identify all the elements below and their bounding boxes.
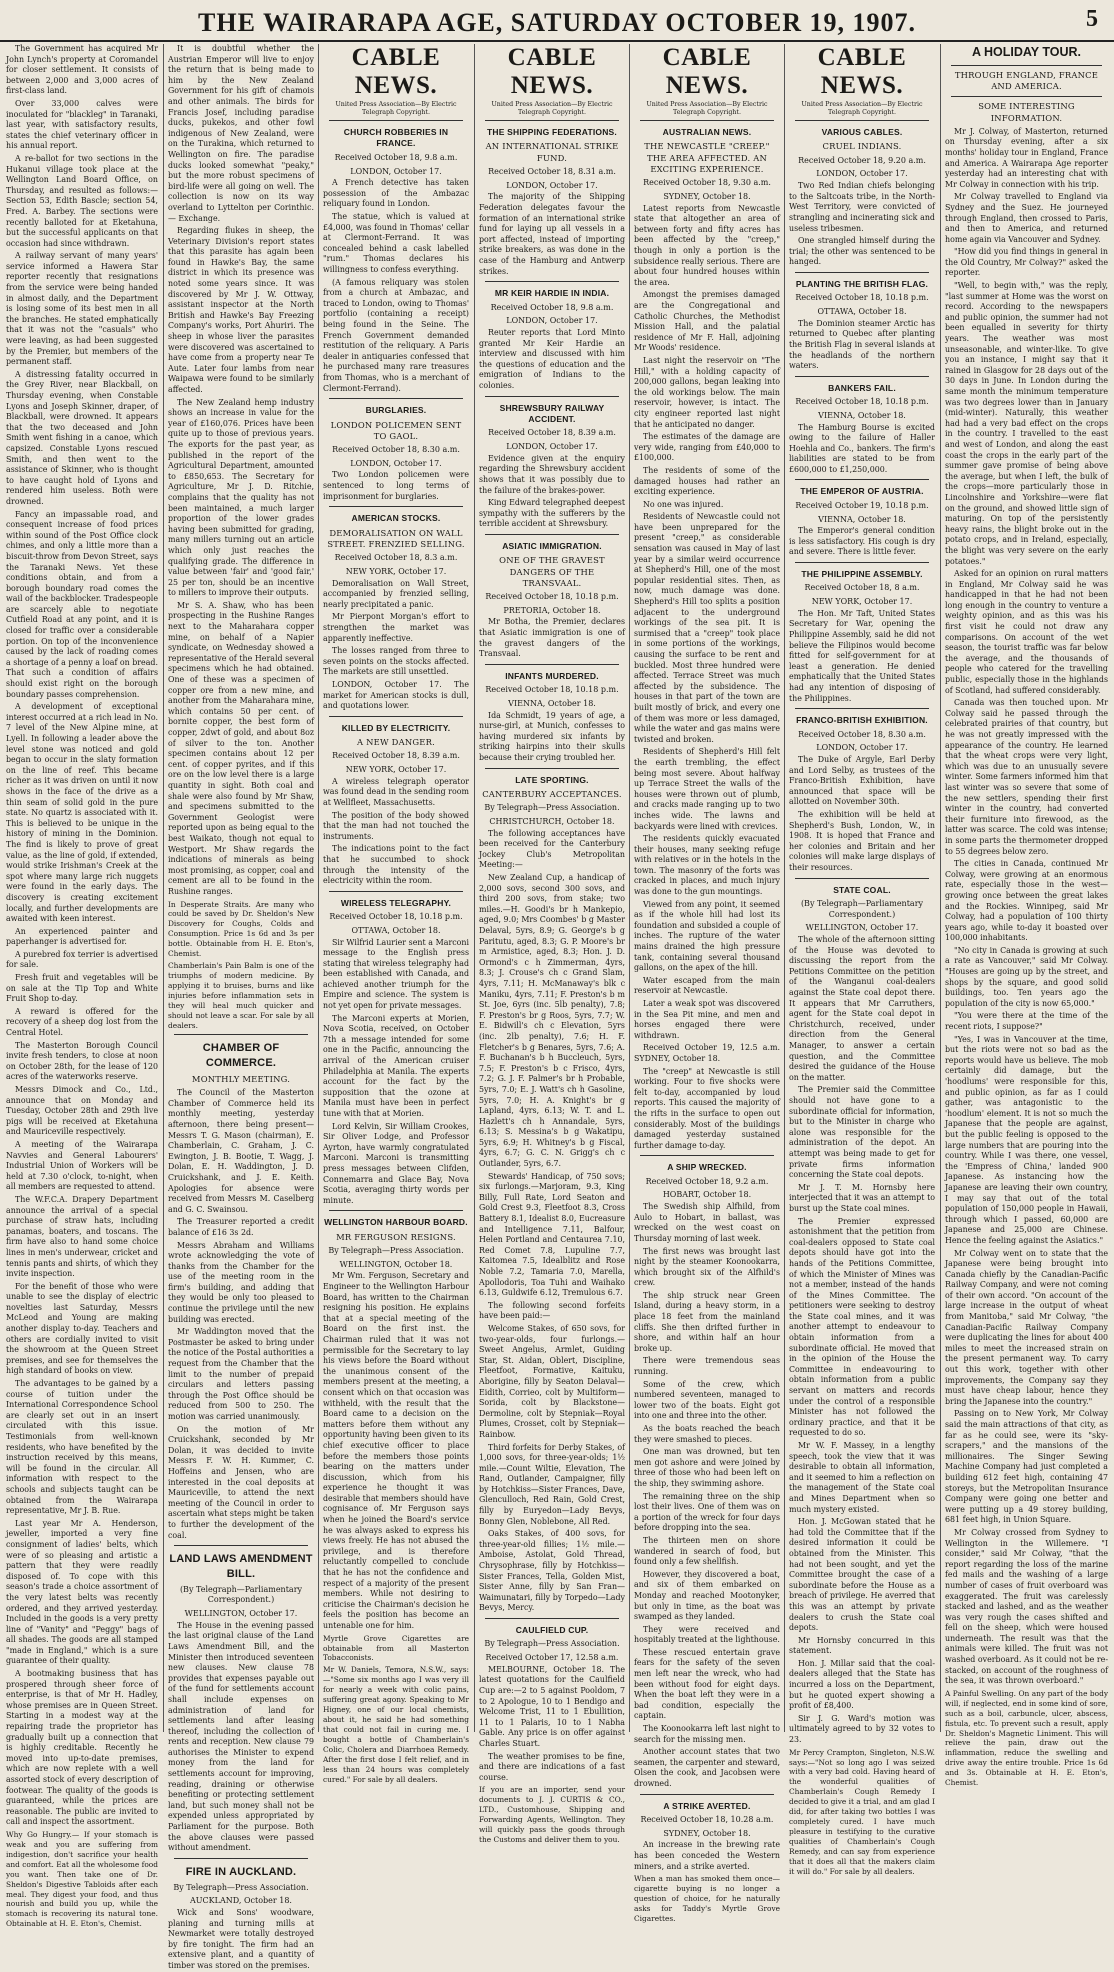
paragraph: The exhibition will be held at Shepherd's Bush, London, W., in 1908. It is hoped that France and her colonies and Britain and her colonies will make large displays of their resources. [789,810,935,872]
dateline: PRETORIA, October 18. [503,605,601,615]
press-credit: United Press Association—By Electric Telegraph Copyright. [491,101,613,116]
paragraph: The residents quickly evacuated their houses, many seeking refuge with relatives or in the hotels in the town. The masonry of the forts was cracked in places, and much injury was done to the gun mountings. [634,834,780,897]
divider [640,120,774,121]
paragraph: For the benefit of those who were unable to see the display of electric novelties last Saturday, Messrs McLeod and Young are making another display to-day. Teachers and others are cordially invited to visit the showroom at the Queen Street premises, and see for themselves the high standard of books on view. [6,1281,158,1376]
paragraph: One man was drowned, but ten men got ashore and were joined by three of those who had been left on the ship, they swimming ashore. [634,1447,780,1488]
received-line: Received October 18, 8.39 a.m. [488,428,616,438]
divider [795,120,929,121]
advertisement: A Painful Swelling. On any part of the body will, if neglected, end in some kind of sore, such as a boil, carbuncle, ulcer, abscess, fistula, etc. To prevent such a result, apply Dr. Sheldon's Magnetic Liniment. This will relieve the pain, draw out the inflammation, reduce the swelling and drive away the entire trouble. Price 1s 6d and 3s. Obtainable at H. E. Eton's, Chemist. [945,1688,1108,1788]
paragraph: The first news was brought last night by the steamer Koonookarra, which brought six of the Alfhild's crew. [634,1246,780,1288]
masthead [0,0,1114,42]
dateline: LONDON, October 17. [816,743,908,753]
divider [174,1034,308,1035]
paragraph: Last year Mr A. Henderson, jeweller, imported a very fine consignment of ladies' belts, which were of so pleasing and artistic a pattern that they were readily disposed of. To cope with this season's trade a choice assortment of the very latest belts was recently ordered, and they arrived yesterday. Included in the goods is a very pretty line of "Vanity" and "Peggy" bags of all shades. The goods are all stamped "made in England," which is a sure guarantee of their quality. [6,1518,158,1666]
dateline: NEW YORK, October 17. [811,597,913,607]
paragraph: Residents of Newcastle could not have been unprepared for the present "creep," as considerable sensation was caused in May of last year by a similar weird occurrence at Shepherd's Hill, one of the most popular residential sites. Then, as now, much damage was done. Shepherd's Hill too splits a position adjacent to the underground workings of the sea pit. It is surmised that a "creep" took place in some portions of the workings, causing the surface to be rent and buckled. Most three hundred were affected. Terrace Street was much affected by the subsidence. The houses in that part of the town are built mostly of brick, and every one of them was more or less damaged, while the water and gas mains were twisted and broken. [634,512,780,744]
dateline: LONDON, October 17. [506,442,598,451]
press-credit: United Press Association—By Electric Telegraph Copyright. [801,101,923,116]
section-subheading: CRUEL INDIANS. [822,141,902,152]
divider [485,281,619,282]
paragraph: Some of the crew, which numbered seventeen, managed to lower two of the boats. Eight got into one and three into the other. [634,1379,780,1421]
column-cable-news-3 [634,44,780,1923]
section-subheading: CANTERBURY ACCEPTANCES. [482,788,622,799]
received-line: Received October 18, 8 a.m. [804,583,920,593]
paragraph: The residents of some of the damaged houses had rather an exciting experience. [634,465,780,497]
paragraph: The Council of the Masterton Chamber of Commerce held its monthly meeting, yesterday afternoon, there being present—Messrs T. G. Mason (chairman), E. Chamberlain, C. Graham, J. C. Ewington, J. B. Bootie, T. Wagg, J. Dolan, E. H. Waddington, J. D. Cruickshank, and J. E. Keith. Apologies for absence were received from Messrs M. Caselberg and G. C. Swainsou. [168,1088,314,1214]
paragraph: The following second forfeits have been paid:— [479,1300,625,1321]
paragraph: The New Zealand hemp industry shows an increase in value for the year of £160,076. Prices have been quite up to those of previous years. The exports for the past year, as published in the report of the Agricultural Department, amounted to £850,653. The Secretary for Agriculture, Mr J. D. Ritchie, complains that the quality has not been maintained, a much larger proportion of the lower grades having been submitted for grading, many millers turning out an article which only just reaches the qualifying grade. The difference in value between 'fair' and 'good fair,' 25 per ton, should be an incentive to millers to improve their outputs. [168,397,314,598]
section-subheading: THE NEWCASTLE "CREEP." THE AREA AFFECTED. AN EXCITING EXPERIENCE. [644,141,770,174]
section-subheading: MR FERGUSON RESIGNS. [336,1231,456,1242]
paragraph: The advantages to be gained by a course of tuition under the International Correspondence School are clearly set out in an insert circulated with this issue. Testimonials from well-known residents, who have benefited by the instruction received by this means, will be found in the circular. All information with respect to the schools and subjects taught can be obtained from the Wairarapa representative, Mr J. B. Rue. [6,1379,158,1516]
section-heading: STATE COAL. [833,884,891,895]
paragraph: It is doubtful whether the Austrian Emperor will live to enjoy the return that is being made to him by the New Zealand Government for his gift of chamois and other animals. The birds for Francis Josef, including paradise ducks, pukekos, and other fowl indigenous of New Zealand, were on the Turakina, which returned to Wellington on fire. The paradise ducks looked somewhat "peaky," but the more robust specimens of bird-life were all going on well. The collection is now on its way overland to Lyttelton per Corinthic.— Exchange. [168,44,314,223]
divider [485,1618,619,1619]
paragraph: Mr Hornsby concurred in this statement. [789,1635,935,1656]
paragraph: The following acceptances have been received for the Canterbury Jockey Club's Metropolitan Meeting:— [479,828,625,870]
paragraph: A re-ballot for two sections in the Hukanui village took place at the Wellington Land Board Office, on Thursday, and resulted as follows:— Section 53, Edith Bascle; section 54, Fred. A. Barbey. The sections were recently balloted for at Eketahuna, but the successful applicants on that occasion had since withdrawn. [6,153,158,248]
section-heading: AMERICAN STOCKS. [351,513,441,524]
paragraph: Lord Kelvin, Sir William Crookes, Sir Oliver Lodge, and Professor Ayrton, have warmly congratulated Marconi. Marconi is transmitting press messages between Clifden, Connemarra and Glace Bay, Nova Scotia, averaging thirty words per minute. [323,1121,469,1205]
section-heading: FRANCO-BRITISH EXHIBITION. [796,715,928,726]
dateline: NEW YORK, October 17. [345,765,447,775]
paragraph: Demoralisation on Wall Street, accompanied by frenzied selling, nearly precipitated a panic. [323,578,469,609]
section-heading: A SHIP WRECKED. [667,1162,747,1173]
section-heading: BURGLARIES. [365,405,427,416]
paragraph: The indications point to the fact that he succumbed to shock through the intensity of the electricity within the room. [323,844,469,886]
paragraph: The Dominion steamer Arctic has returned to Quebec after planting the British Flag in several islands at the headlands of the northern waters. [789,318,935,371]
section-heading: CAULFIELD CUP. [515,1625,589,1635]
paragraph: Reuter reports that Lord Minto granted Mr Keir Hardie an interview and discussed with him the questions of education and the emigration of Indians to the colonies. [479,327,625,390]
column-rule [163,44,164,1732]
paragraph: The whole of the afternoon sitting of the House was devoted to discussing the report from the Petitions Committee on the petition of the Wanganui coal-dealers against the State coal depot there. It appears that Mr Carruthers, agent for the State coal depot in Christchurch, received, under direction from the General Manager, to answer a certain question, and the Committee desired the guidance of the House on the matter. [789,935,935,1082]
advertisement: In Desperate Straits. Are many who could be saved by Dr. Sheldon's New Discovery for Coughs, Colds and Consumption. Price 1s 6d and 3s per bottle. Obtainable from H. E. Eton's, Chemist. [168,899,314,959]
paragraph: Water escaped from the main reservoir at Newcastle. [634,975,780,996]
divider [640,1155,774,1156]
section-heading: BANKERS FAIL. [828,382,896,393]
column-rule [940,44,941,1732]
received-line: Received October 19, 10.18 p.m. [795,500,929,510]
column-rule [318,44,319,1732]
paragraph: Passing on to New York, Mr Colway said the main attractions of that city, as far as he could see, were its "sky-scrapers," and the mansions of the millionaires. The Singer Sewing Machine Company had just completed a building 612 feet high, containing 47 storeys, but the Metropolitan Insurance Company were going one better and were putting up a 49 storey building, 681 feet high, in Union Square. [945,1409,1108,1525]
section-heading: MR KEIR HARDIE IN INDIA. [494,288,610,299]
press-credit: United Press Association—By Electric Telegraph Copyright. [646,101,768,116]
press-credit: United Press Association—By Electric Telegraph Copyright. [335,101,457,116]
byline: By Telegraph—Press Association. [173,1882,309,1892]
paragraph: "You were there at the time of the recent riots, I suppose?" [945,1011,1108,1032]
paragraph: The Marconi experts at Morien, Nova Scotia, received, on October 7th a message intended for some one in the Pacific, announcing the arrival of the American cruiser Philadelphia at Manila. The experts account for the fact by the supposition that the ozone at Manila must have been in perfect tune with that at Morien. [323,1013,469,1118]
paragraph: Amongst the premises damaged are the Congregational and Catholic Churches, the Methodist Mission Hall, and the palatial residence of Mr F. Hall, adjoining Mr Woods' residence. [634,290,780,353]
paragraph: The position of the body showed that the man had not touched the instruments. [323,810,469,841]
paragraph: Sir Wilfrid Laurier sent a Marconi message to the English press stating that wireless telegraphy had been established with Canada, and achieved another triumph for the Empire and science. The system is not yet open for private messages. [323,937,469,1011]
paragraph: Messrs Abraham and Williams wrote acknowledging the vote of thanks from the Chamber for the use of the meeting room in the firm's building, and adding that they would be only too pleased to continue the privilege until the new building was erected. [168,1240,314,1324]
paragraph: One strangled himself during the trial; the other was sentenced to be hanged. [789,236,935,267]
paragraph: The Hon. Mr Taft, United States Secretary for War, opening the Philippine Assembly, said he did not believe the Filipinos would become fitted for self-government for at least a generation. He denied emphatically that the United States had any intention of disposing of the Philippines. [789,608,935,703]
received-line: Received October 18, 9.20 a.m. [798,155,926,165]
received-line: By Telegraph—Press Association. [484,803,620,813]
column-rule [784,44,785,1732]
paragraph: Sir J. G. Ward's motion was ultimately agreed to by 32 votes to 23. [789,1713,935,1745]
section-subheading: DEMORALISATION ON WALL STREET. FRENZIED SELLING. [327,527,465,549]
received-line: Received October 18, 10.18 p.m. [485,592,619,601]
paragraph: MELBOURNE, October 18. The latest quotations for the Caulfield Cup are:—2 to 5 against Pooldom, 7 to 2 Apologue, 10 to 1 Bendigo and Welcome Trist, 11 to 1 Ebullition, 11 to 1 Palaris, 10 to 1 Nabha Gable. Any price is on offer against Charles Stuart. [479,1664,625,1748]
paragraph: A bootmaking business that has prospered through sheer force of enterprise, is that of Mr H. Hadley, whose premises are in Queen Street. Starting in a modest way at the repairing trade the proprietor has gradually built up a connection that is highly creditable. Recently he moved into up-to-date premises, which are now replete with a well assorted stock of every description of footwear. The quality of the goods is guaranteed, while the prices are reasonable. The public are invited to call and inspect the assortment. [6,1669,158,1827]
paragraph: The W.F.C.A. Drapery Department announce the arrival of a special purchase of straw hats, including panamas, boaters, and toscans. The firm have also to hand some choice lines in men's underwear, cricket and tennis pants and shirts, of which they invite inspection. [6,1194,158,1279]
paragraph: Oaks Stakes, of 400 sovs, for three-year-old fillies; 1½ mile.—Amboise, Astolat, Gold Thread, Chrysophrase, filly by Hotchkiss—Sister Frances, Tella, Golden Mist, Sister Anne, filly by San Fran—Waimunatari, filly by Torpedo—Lady Bevys, Mercy. [479,1529,625,1613]
advertisement: Mr Percy Crampton, Singleton, N.S.W. says:—"Not so long ago I was seized with a very bad cold. Having heard of the wonderful qualities of Chamberlain's Cough Remedy I decided to give it a trial, and am glad I did, for after taking two bottles I was completely cured. I have much pleasure in testifying to the curative qualities of Chamberlain's Cough Remedy, and can say from experience that it does all that the makers claim it will do." For sale by all dealers. [789,1747,935,1876]
received-line: Received October 18, 8.30 a.m. [798,729,926,739]
paragraph: The Koonookarra left last night to search for the missing men. [634,1724,780,1744]
section-subheading: ONE OF THE GRAVEST DANGERS OF THE TRANSVAAL. [499,555,605,588]
section-subheading: MONTHLY MEETING. [191,1073,291,1084]
section-heading: KILLED BY ELECTRICITY. [341,722,451,733]
paragraph: King Edward telegraphed deepest sympathy with the sufferers by the terrible accident at Shrewsbury. [479,498,625,529]
dateline: SYDNEY, October 18. [663,191,751,201]
cable-news-header: CABLE NEWS. [351,44,441,99]
dateline: OTTAWA, October 18. [351,925,441,935]
divider [174,1858,308,1859]
paragraph: (A famous reliquary was stolen from a church at Ambazac, and traced to London, owing to Thomas' portfolio (containing a receipt) being found in the Seine. The French Government demanded restitution of the reliquary. A Paris dealer in antiquaries confessed that he purchased many rare treasures from Thomas, who is a merchant of Clermont-Ferrand). [323,277,469,393]
received-line: Received October 18, 8.39 a.m. [332,751,460,761]
paragraph: Residents of Shepherd's Hill felt the earth trembling, the effect being most severe. About halfway up Terrace Street the walls of the houses were thrown out of plumb, and cracks made ranging up to two inches wide. The lawns and backyards were lined with crevices. [634,747,780,831]
dateline: CHRISTCHURCH, October 18. [489,816,615,826]
feature-subtitle: SOME INTERESTING INFORMATION. [978,101,1075,123]
paragraph: These rescued entertain grave fears for the safety of the seven men left near the wreck, who had been without food for eight days. When the boat left they were in a bad condition, especially the captain. [634,1647,780,1721]
received-line: Received October 18, 8.31 a.m. [488,166,616,176]
advertisement: Chamberlain's Pain Balm is one of the triumphs of modern medicine. By applying it to bruises, burns and like injuries before inflammation sets in they will heal much quicker and should not leave a scar. For sale by all dealers. [168,961,314,1030]
divider [174,1545,308,1546]
divider [640,1794,774,1795]
divider [951,96,1102,97]
divider [329,891,463,892]
paragraph: The Emperor's general condition is less satisfactory. His cough is dry and severe. There is little fever. [789,526,935,557]
column-holiday-tour [945,44,1108,1788]
paragraph: The House in the evening passed the last original clause of the Land Laws Amendment Bill, and the Minister then introduced seventeen new clauses. New clause 78 provides that expenses payable out of the fund for settlements account shall include expenses on administration of land for settlements land after leasing thereof, including the collection of rents and reception. New clause 79 authorises the Minister to expend money from the land for settlements account for improving, reading, draining or otherwise benefiting or protecting settlement land, but such money shall not be expended unless appropriated by Parliament for the purpose. Both the above clauses were passed without amendment. [168,1620,314,1853]
paragraph: Mr J. T. M. Hornsby here interjected that it was an attempt to burst up the State coal mines. [789,1182,935,1213]
divider [951,65,1102,66]
paragraph: The ship struck near Green Island, during a heavy storm, in a place 18 feet from the mainland cliffs. She then drifted further in shore, and within half an hour broke up. [634,1290,780,1353]
paragraph: Hon. J. Millar said that the coal-dealers alleged that the State has incurred a loss on the Department, but he quoted expert showing a profit of £8,400. [789,1658,935,1711]
received-line: Received October 18, 9.2 a.m. [645,1176,769,1186]
paragraph: Wick and Sons' woodware, planing and turning mills at Newmarket were totally destroyed by fire tonight. The firm had an extensive plant, and a quantity of timber was stored on the premises. [168,1908,314,1970]
divider [485,664,619,665]
received-line: Received October 18, 9.8 a.m. [490,302,614,312]
dateline: LONDON, October 17. [350,166,442,176]
advertisement: Myrtle Grove Cigarettes are obtainable from all Masterton Tobacconists. [323,1633,469,1663]
feature-subtitle: THROUGH ENGLAND, FRANCE AND AMERICA. [954,69,1099,91]
dateline: LONDON, October 17. [506,316,598,326]
paragraph: Mr W. F. Massey, in a lengthy speech, took the view that it was desirable to obtain all information, and it seemed to him a reflection on the management of the State coal and Mines Department when so much mystery existed. [789,1441,935,1514]
paragraph: The Swedish ship Alfhild, from Aulo to Hobart, in ballast, was wrecked on the west coast on Thursday morning of last week. [634,1202,780,1243]
received-line: Received October 18, 10.18 p.m. [795,397,929,407]
paragraph: A development of exceptional interest occurred at a rich lead in No. 7 level of the New Alpine mine, at Lyell. In following a leader above the level stone was noticed and gold began to occur in the slaty formation on the line of reef. This became richer as it was driven on until it now shows in the face of the drive as a thin seam of solid gold in the pure state. No quartz is associated with it. This is believed to be unique in the history of mining in the Dominion. The find is likely to prove of great value, as the line of gold, if extended, would strike Irishman's Creek at the spot where many large rich nuggets were found in the early days. The discovery is creating excitement locally, and further developments are awaited with keen interest. [6,702,158,924]
cable-news-header: CABLE NEWS. [507,44,597,99]
divider [485,534,619,535]
paragraph: Fancy an impassable road, and consequent increase of food prices within sound of the Post Office clock chimes, and only a little more than a biscuit-throw from Devon Street, says the Taranaki News. Yet these conditions obtain, and from a borough boundary road comes the wail of the backblocker. Tradespeople are scarcely able to negotiate Cutfield Road at any point, and it is closed for traffic over a considerable portion. On top of the inconvenience caused by the lack of roading comes a shortage of a penny a loaf on bread. That such a condition of affairs should exist right on the borough boundary passes comprehension. [6,509,158,699]
paragraph: A purebred fox terrier is advertised for sale. [6,949,158,970]
paragraph: "Well, to begin with," was the reply, "last summer at Home was the worst on record. According to the newspapers and public opinion, the summer had not been equalled in severity for thirty years. The weather was most unseasonable, and winter-like. To give you an instance, I might say that it rained in Glasgow for 28 days out of the 30 days in June. In London during the same month the minimum temperature was two degrees lower than in January (mid-winter). Naturally, this weather had had a very bad effect on the crops in the country. I travelled to the east and west of London, and along the east coast the crops in the early part of the summer gave promise of being above the average, but when I left, the bulk of the crops—more particularly those in Lincolnshire and Yorkshire—were flat on the ground, and showed little sign of maturing. On top of the persistently heavy rains, the blight broke out in the potato crops, and in Ireland, especially, the blight was very severe on the early potatoes." [945,281,1108,566]
column-cable-news-4 [789,44,935,1876]
paragraph: The weather promises to be fine, and there are indications of a fast course. [479,1751,625,1782]
paragraph: Mr Colway crossed from Sydney to Wellington in the Willemere. "I consider," said Mr Colway, "that the report regarding the loss of the marine fed mails and the washing of a large number of cases of fruit overboard was exaggerated. The fruit was carelessly stacked and lashed, and as the weather was very rough the cases shifted and fell on the sheep, which were housed underneath. The result was that the animals were killed. The fruit was not washed overboard. As it could not be re-stacked, on account of the roughness of the sea, it was thrown overboard." [945,1527,1108,1686]
section-heading: INFANTS MURDERED. [505,670,599,681]
dateline: WELLINGTON, October 17. [805,923,919,933]
dateline: Received October 17, 12.58 a.m. [485,1653,619,1663]
divider [485,396,619,397]
divider [329,120,463,121]
paragraph: The Duke of Argyle, Earl Derby and Lord Selby, as trustees of the Franco-British Exhibition, have announced that space will be allotted on November 30th. [789,755,935,807]
section-subheading: LONDON POLICEMEN SENT TO GAOL. [330,419,462,441]
dateline: VIENNA, October 18. [818,514,906,524]
paragraph: The Government has acquired Mr John Lynch's property at Coromandel for closer settlement. It consists of between 2,000 and 3,000 acres of first-class land. [6,44,158,96]
paragraph: As the boats reached the beach they were smashed to pieces. [634,1424,780,1444]
paragraph: Another account states that two seamen, the carpenter and steward, Olsen the cook, and Jacobsen were drowned. [634,1747,780,1788]
paragraph: A meeting of the Wairarapa Navvies and General Labourers' Industrial Union of Workers will be held at 7.30 o'clock, to-night, when all members are requested to attend. [6,1139,158,1192]
divider [485,120,619,121]
advertisement: Why Go Hungry.— If your stomach is weak and you are suffering from indigestion, don't sacrifice your health and comfort. Eat all the wholesome food you want. Then take one of Dr. Sheldon's Digestive Tabloids after each meal. They digest your food, and thus nourish and build you up, while the stomach is recovering its natural tone. Obtainable at H. E. Eton's, Chemist. [6,1829,158,1929]
dateline: LONDON, October 17. [816,169,908,179]
divider [485,768,619,769]
section-heading: THE PHILIPPINE ASSEMBLY. [801,569,923,580]
received-line: Received October 18, 10.18 p.m. [795,293,929,303]
paragraph: Last night the reservoir on "The Hill," with a holding capacity of 200,000 gallons, began leaking into the old workings below. The main reservoir, however, is intact. The city engineer reported last night that he anticipated no danger. [634,355,780,429]
paragraph: Two London policemen were sentenced to long terms of imprisonment for burglaries. [323,470,469,501]
paragraph: A French detective has taken possession of the Ambazac reliquary found in London. [323,178,469,209]
paragraph: They were received and hospitably treated at the lighthouse. [634,1624,780,1645]
received-line: Received October 18, 8.30 a.m. [332,445,460,455]
paragraph: Two Red Indian chiefs belonging to the Saltcoats tribe, in the North-West Territory, were convicted of strangling and incinerating sick and useless tribesmen. [789,181,935,233]
paragraph: Mr Waddington moved that the Postmaster be asked to bring under the notice of the Postal authorities a request from the Chamber that the limit to the number of prepaid circulars and letters passing through the Post Office should be reduced from 500 to 250. The motion was carried unanimously. [168,1327,314,1422]
received-line: Received October 18, 9.30 a.m. [643,178,771,188]
cable-news-header: CABLE NEWS. [662,44,752,99]
paragraph: Later a weak spot was discovered in the Sea Pit mine, and men and horses engaged there were withdrawn. [634,999,780,1040]
dateline: WELLINGTON, October 18. [339,1259,453,1269]
section-heading: FIRE IN AUCKLAND. [185,1865,297,1878]
paragraph: "No city in Canada is growing at such a rate as Vancouver," said Mr Colway. "Houses are going up by the street, and shops by the square, and good solid buildings, too. Ten years ago the population of the city is now 65,000." [945,945,1108,1008]
section-heading: THE SHIPPING FEDERATIONS. [487,127,617,138]
received-line: By Telegraph—Press Association. [484,1639,620,1649]
paragraph: On the motion of Mr Cruickshank, seconded by Mr Dolan, it was decided to invite Messrs F. W. H. Kummer, C. Hoffeins and Jensen, who are interested in the coal deposits at Mauriceville, to attend the next meeting of the Council in order to ascertain what steps might be taken to further the development of the coal. [168,1424,314,1540]
divider [795,562,929,563]
dateline: NEW YORK, October 17. [345,566,447,576]
paragraph: Canada was then touched upon. Mr Colway said he passed through the celebrated prairies of that country, but he was not greatly impressed with the appearance of the country. He learned that the wheat crops were very light, which was due to an unusually severe winter. Some farmers informed him that last winter was so severe that some of the new settlers, spending their first winter in the country, had converted their furniture into firewood, as the latter was scarce. The cold was intense; in some parts the thermometer dropped to 55 degrees below zero. [945,698,1108,856]
paragraph: The thirteen men on shore wandered in search of food, but found only a few shellfish. [634,1535,780,1567]
paragraph: The Masterton Borough Council invite fresh tenders, to close at noon on October 28th, for the lease of 120 acres of the waterworks reserve. [6,1040,158,1082]
divider [795,479,929,480]
section-heading: WIRELESS TELEGRAPHY. [340,897,452,908]
divider [329,1210,463,1211]
paragraph: Messrs Dimock and Co., Ltd., announce that on Monday and Tuesday, October 28th and 29th live pigs will be received at Eketahuna and Mauriceville respectively. [6,1085,158,1137]
dateline: AUCKLAND, October 18. [190,1896,292,1906]
divider [795,272,929,273]
paragraph: An experienced painter and paperhanger is advertised for. [6,926,158,947]
dateline: SYDNEY, October 18. [663,1828,751,1838]
received-line: Received October 18, 10.28 a.m. [640,1814,774,1824]
paragraph: There were tremendous seas running. [634,1356,780,1377]
paragraph: Viewed from any point, it seemed as if the whole hill had lost its foundation and subsided a couple of inches. The rupture of the water mains drained the high pressure tank, containing several thousand gallons, on the apex of the hill. [634,899,780,973]
divider [329,506,463,507]
section-heading: WELLINGTON HARBOUR BOARD. [324,1217,468,1228]
section-heading: PLANTING THE BRITISH FLAG. [795,278,929,289]
paragraph: The cities in Canada, continued Mr Colway, were growing at an enormous rate, especially those in the west—growing once between the great lakes and the Rockies. Winnipeg, said Mr Colway, had a population of 100 thirty years ago, while to-day it boasted over 100,000 inhabitants. [945,859,1108,943]
page-number: 5 [1086,6,1098,32]
paragraph: The majority of the Shipping Federation delegates favour the formation of an international strike fund for laying up all vessels in a port affected, instead of importing strike breakers, as was done in the case of the Hamburg and Antwerp strikes. [479,192,625,276]
advertisement: When a man has smoked them once—cigarette buying is no longer a question of choice, for he naturally asks for Taddy's Myrtle Grove Cigarettes. [634,1874,780,1923]
paragraph: Mr Wm. Ferguson, Secretary and Engineer to the Wellington Harbour Board, has written to the Chairman resigning his position. He explains that at a special meeting of the Board on the first inst. the Chairman ruled that it was not permissible for the Secretary to lay his views before the Board without the unanimous consent of the members present at the meeting, a consent which on that occasion was withheld, with the result that the Board came to a decision on the matters before them without any opportunity having been given to its chief executive officer to place before the members those points bearing on the matters under discussion, which from his experience he thought it was desirable that members should have cognisance of. Mr Ferguson says when he joined the Board's service he was always asked to express his views freely. He has not abused the privilege, and is therefore reluctantly compelled to conclude that he has not the confidence and respect of a majority of the present members. While not desiring to criticise the Chairman's decision he feels the position has become an untenable one for him. [323,1271,469,1630]
received-line: Received October 18, 10.18 p.m. [329,912,463,922]
divider [329,716,463,717]
paragraph: Mr Botha, the Premier, declares that Asiatic immigration is one of the gravest dangers of the Transvaal. [479,617,625,659]
column-rule [474,44,475,1732]
masthead-title: THE WAIRARAPA AGE, SATURDAY OCTOBER 19, 1907. [198,8,916,37]
received-line: Received October 18, 10.18 p.m. [485,685,619,695]
dateline: VIENNA, October 18. [508,698,596,708]
paragraph: Latest reports from Newcastle state that altogether an area of between forty and fifty acres has been affected by the "creep," though in only a portion is the subsidence really serious. There are about four hundred houses within the area. [634,203,780,287]
section-subheading: A NEW DANGER. [357,737,435,748]
received-line: (By Telegraph—Parliamentary Correspondent.) [800,898,924,919]
paragraph: A reward is offered for the recovery of a sheep dog lost from the Central Hotel. [6,1006,158,1038]
column-local-news [6,44,158,1929]
paragraph: The estimates of the damage are very wide, ranging from £40,000 to £100,000. [634,432,780,463]
received-line: Received October 18, 9.8 a.m. [334,152,458,162]
dateline: LONDON, October 17. [350,458,442,468]
paragraph: The statue, which is valued at £4,000, was found in Thomas' cellar at Clermont-Ferrand. It was concealed behind a cask labelled "rum." Thomas declares his willingness to confess everything. [323,212,469,275]
advertisement: If you are an importer, send your documents to J. J. CURTIS & CO., LTD., Customhouse, Shipping and Forwarding Agents, Wellington. They will quickly pass the goods through the Customs and deliver them to you. [479,1785,625,1844]
section-heading: ASIATIC IMMIGRATION. [502,540,602,551]
paragraph: Stewards' Handicap, of 750 sovs; six furlongs.—Marjoram, 9.3, King Billy, Full Rate, Lord Seaton and Gold Crest 9.3, Fleetfoot 8.3, Cross Battery 8.1, Idealist 8.0, Eucreasure and Intelligence 7.11, Balfour, Helen Portland and Centaurea 7.10, Red Comet 7.8, Lupuline 7.7, Kaitomea 7.5, Idealblitz and Rose Noble 7.2, Tamaria 7.0, Marella, Apollodoris, Toa Tuhi and Waihako 6.13, Guldwife 6.12, Tremulous 6.7. [479,1171,625,1298]
divider [795,376,929,377]
column-cable-news-2 [479,44,625,1844]
section-heading: LATE SPORTING. [515,774,589,785]
section-heading: AUSTRALIAN NEWS. [662,127,752,138]
received-line: Received October 18, 8.3 a.m. [334,553,458,563]
advertisement: Mr W. Daniels, Temora, N.S.W., says:—"Some six months ago I was very ill for nearly a week with colic pains, suffering great agony. Speaking to Mr Higney, one of our local chemists, about it, he said he had something that could not fail in curing me. I bought a bottle of Chamberlain's Colic, Cholera and Diarrhoea Remedy. After the first dose I felt relief, and in less than 24 hours was completely cured." For sale by all dealers. [323,1665,469,1784]
paragraph: Ida Schmidt, 19 years of age, a nurse-girl, at Munich, confesses to having murdered six infants by striking hairpins into their skulls because their crying troubled her. [479,710,625,762]
paragraph: However, they discovered a boat, and six of them embarked on Monday and reached Mootonyker, but only in time, as the boat was swamped as they landed. [634,1569,780,1622]
paragraph: A wireless telegraph operator was found dead in the sending room at Wellfleet, Massachusetts. [323,776,469,807]
dateline: WELLINGTON, October 17. [184,1609,298,1619]
section-subheading: AN INTERNATIONAL STRIKE FUND. [485,141,619,163]
divider [795,878,929,879]
divider [329,398,463,399]
paragraph: Asked for an opinion on rural matters in England, Mr Colway said he was handicapped in that he had not been long enough in the country to venture a weighty opinion, and as this was his first visit he could not draw any comparisons. On account of the wet season, the tourist traffic was far below the average, and the thousands of people who catered for the travelling public, especially those in the highlands of Scotland, had suffered considerably. [945,569,1108,695]
paragraph: New Zealand Cup, a handicap of 2,000 sovs, second 300 sovs, and third 200 sovs, from stake; two miles.—H. Goodi's br h Mankepio, aged, 9.0; Mrs Coombes' b g Master Delaval, 5yrs, 8.9; G. George's b g Paritutu, aged, 8.3; G. P. Moore's br m Armistice, aged, 8.3; Hon. J. D. Ormond's c h Zimmerman, 4yrs, 8.3; J. Crouse's ch c Grand Slam, 4yrs, 7.11; H. McManaway's blk c Maniku, 4yrs, 7.11; F. Preston's b m St. Joe, 6yrs (inc. 5lb penalty), 7.8; F. Preston's br g Roos, 5yrs, 7.7; W. E. Bidwill's ch c Elevation, 5yrs (inc. 2lb penalty), 7.6; H. F. Fletcher's b g Benares, 5yrs, 7.6; A. F. Buchanan's b h Buccleuch, 5yrs, 7.5; F. Preston's b c Frisco, 4yrs, 7.2; G. J. F. Palmer's br h Probable, 5yrs, 7.0; E. J. Watt's ch h Gasoline, 5yrs, 7.0; H. A. Knight's br g Lapland, 4yrs, 6.13; W. T. and L. Hazlett's ch h Annandale, 5yrs, 6.13; S. Messina's b g Wakatipu, 5yrs, 6.9; H. Whitney's b g Fiscal, 4yrs, 6.7; G. C. N. Grigg's ch c Outlander, 5yrs, 6.7. [479,873,625,1169]
section-heading: CHURCH ROBBERIES IN FRANCE. [343,127,449,149]
paragraph: Third forfeits for Derby Stakes, of 1,000 sovs, for three-year-olds; 1½ mile.—Count Wiltie, Elevation, The Rand, Outlander, Campaigner, filly by Hotchkiss—Sister Frances, Dave, Glenculloch, Red Rain, Gold Crest, filly by Euryedon—Lady Bevys, Bonny Glen, Noblebone, All Red. [479,1442,625,1526]
paragraph: Welcome Stakes, of 650 sovs, for two-year-olds, four furlongs.—Sweet Angelus, Armlet, Guiding Star, St. Aidan, Oblert, Discipline, Fleetfoot, Formative, Kaituku, Aborigine, filly by Seaton Delaval—Eidith, Corrieo, colt by Multiform—Sorida, colt by Blackstone—Dermoline, colt by Stepniak—Royal Plumes, Crosset, colt by Stepniak—Rainbow. [479,1323,625,1439]
received-line: By Telegraph—Press Association. [328,1245,464,1255]
dateline: OTTAWA, October 18. [817,307,907,316]
paragraph: Mr Colway went on to state that the Japanese were being brought into Canada chiefly by the Canadian-Pacific Railway Company, and were not coming of their own accord. "On account of the large increase in the output of wheat from Manitoba," said Mr Colway, "the Canadian-Pacific Railway Company were duplicating the lines for about 400 miles to meet the increased strain on the present permanent way. To carry out this work, together with other improvements, the Company say they must have cheap labour, hence they bring the Japanese into the country." [945,1248,1108,1406]
dateline: LONDON, October 17. [506,180,598,190]
paragraph: Mr S. A. Shaw, who has been prospecting in the Rushine Ranges next to the Maharahara copper mine, on behalf of a Napier syndicate, on Wednesday showed a representative of the Herald several specimens which he had obtained. One of these was a specimen of copper ore from a new mine, and another from the Maharahara mine, which contains 50 per cent. of bornite copper, the best form of copper, 2dwt of gold, and about 8oz of silver to the ton. Another specimen contains about 12 per cent. of copper pyrites, and if this ore on the low level there is a large quantity in sight. Both coal and shale were also found by Mr Shaw, and specimens submitted to the Government Geologist were reported upon as being equal to the best Waikato, though not equal to Westport. Mr Shaw regards the indications of minerals as being most promising, as copper, coal and cement are all to be found in the Rushine ranges. [168,600,314,896]
section-heading: CHAMBER OF COMMERCE. [202,1042,280,1070]
column-local-news-2 [168,44,314,1970]
paragraph: Mr Pierpont Morgan's effort to strengthen the market was apparently ineffective. [323,612,469,643]
paragraph: A distressing fatality occurred in the Grey River, near Blackball, on Thursday evening, when Constable Lyons and Joseph Skinner, draper, of Blackball, were drowned. It appears that the two deceased and John Smith went fishing in a canoe, which capsized. Constable Lyons rescued Smith, and then went to the assistance of Skinner, who is thought to have caught hold of Lyons and rendered him useless. Both were drowned. [6,369,158,506]
paragraph: "How did you find things in general in the Old Country, Mr Colway?" asked the reporter. [945,247,1108,278]
paragraph: The Premier said the Committee should not have gone to a subordinate official for information, but to the Minister in charge who alone was responsible for the administration of the depot. An attempt was being made to get for private firms information concerning the State coal depots. [789,1085,935,1180]
byline: (By Telegraph—Parliamentary Correspondent.) [179,1584,303,1605]
feature-title: A HOLIDAY TOUR. [971,45,1082,59]
paragraph: Mr J. Colway, of Masterton, returned on Thursday evening, after a six months' holiday tour in England, France and America. A Wairarapa Age reporter yesterday had an interesting chat with Mr Colway in connection with his trip. [945,126,1108,189]
section-heading: SHREWSBURY RAILWAY ACCIDENT. [499,402,605,424]
divider [795,708,929,709]
paragraph: LONDON, October 17. The market for American stocks is dull, and quotations lower. [323,679,469,711]
dateline: HOBART, October 18. [662,1190,752,1200]
paragraph: Over 33,000 calves were inoculated for "blackleg" in Taranaki, last year, with satisfactory results, states the chief veterinary officer in his annual report. [6,98,158,151]
paragraph: Received October 19, 12.5 a.m. SYDNEY, October 18. [634,1043,780,1063]
paragraph: Fresh fruit and vegetables will be on sale at the Tip Top and White Fruit Shop to-day. [6,973,158,1004]
section-heading: A STRIKE AVERTED. [663,1800,751,1811]
paragraph: The remaining three on the ship lost their lives. One of them was on a portion of the wreck for four days before dropping into the sea. [634,1491,780,1533]
paragraph: An increase in the brewing rate has been conceded the Western miners, and a strike averted. [634,1840,780,1871]
paragraph: Regarding flukes in sheep, the Veterinary Division's report states that this parasite has again been found in Hawke's Bay, the same district in which its presence was noted some years since. It was discovered by Mr J. W. Ottway, assistant inspector at the North British and Hawke's Bay Freezing Company's works, Port Ahuriri. The sheep in whose liver the parasites were discovered was ascertained to have come from a property near Te Aute. Later four lambs from near Waipawa were found to be similarly affected. [168,226,314,394]
column-cable-news-1 [323,44,469,1784]
cable-news-header: CABLE NEWS. [817,44,907,99]
section-heading: THE EMPEROR OF AUSTRIA. [800,486,924,497]
paragraph: The Hamburg Bourse is excited owing to the failure of Haller Hoehla and Co., bankers. The firm's liabilities are stated to be from £600,000 to £1,250,000. [789,422,935,474]
paragraph: The "creep" at Newcastle is still working. Four to five shocks were felt to-day, accompanied by loud reports. This caused the majority of the rifts in the surface to open out considerably. Most of the buildings damaged yesterday sustained further damage to-day. [634,1066,780,1150]
paragraph: A railway servant of many years' service informed a Hawera Star reporter recently that resignations from the service were being handed in almost daily, and the Department is losing some of its best men in all the branches. He stated emphatically that it was not the "casuals" who were leaving, as had been suggested by the Premier, but members of the permanent staff. [6,251,158,367]
dateline: VIENNA, October 18. [818,410,906,420]
paragraph: The Treasurer reported a credit balance of £16 3s 2d. [168,1217,314,1237]
column-rule [629,44,630,1732]
paragraph: The Premier expressed astonishment that the petition from coal-dealers opposed to State coal depots should have got into the hands of the Petitions Committee, of which the Minister of Mines was not a member, instead of the hands of the Mines Committee. The petitioners were seeking to destroy the State coal mines, and it was another attempt to endeavour to obtain information from a subordinate official. He moved that in the opinion of the House the Committee in endeavouring to obtain information from a public servant on matters and records under the control of a responsible Minister has not followed the ordinary practice, and that it be requested to do so. [789,1216,935,1438]
paragraph: No one was injured. [643,499,724,509]
section-heading: VARIOUS CABLES. [821,127,903,138]
paragraph: Mr Colway travelled to England via Sydney and the Suez. He journeyed through England, then crossed to Paris, and then to America, and returned home again via Vancouver and Sydney. [945,192,1108,244]
paragraph: The losses ranged from three to seven points on the stocks affected. The markets are still unsettled. [323,646,469,677]
paragraph: Hon. J. McGowan stated that he had told the Committee that if the desired information it could be obtained from the Minister. This had not been sought, and yet the Committee brought the case of a subordinate before the House as a breach of privilege. He averred that this was an attempt by private dealers to crush the State coal depots. [789,1517,935,1633]
paragraph: Evidence given at the enquiry regarding the Shrewsbury accident shows that it was possibly due to the failure of the brakes-power. [479,453,625,495]
paragraph: "Yes, I was in Vancouver at the time, but the riots were not so bad as the reports would have us believe. The mob certainly did damage, but the 'hoodlums' were responsible for this, and public opinion, as far as I could gather, was antagonistic to the 'hoodlum' element. It is not so much the Japanese that the people are against, but the public feeling is opposed to the large numbers that are pouring into the country. While I was there, one vessel, the 'Empress of China,' landed 900 Japanese. As instancing how the Japanese are leaving their own country, I may say that out of the total population of 150,000 people in Hawaii, through which I passed, 60,000 are Japanese and 25,000 are Chinese. Hence the feeling against the Asiatics." [945,1034,1108,1245]
section-heading: LAND LAWS AMENDMENT BILL. [169,1553,313,1580]
